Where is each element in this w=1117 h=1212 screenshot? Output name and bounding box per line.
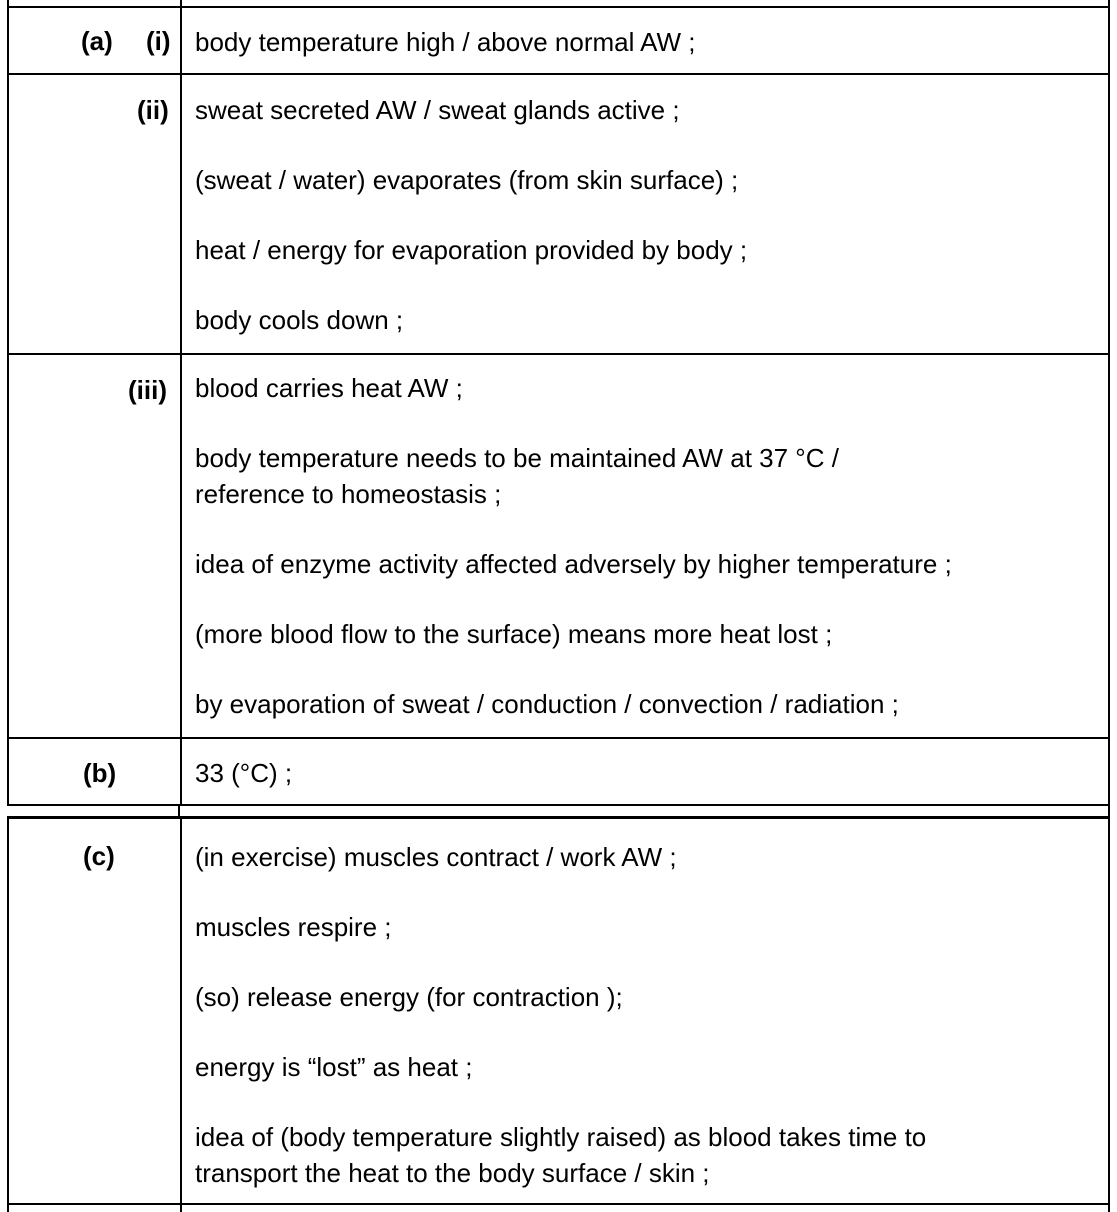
answer-list: [195, 24, 1098, 60]
table-gap-stub: [178, 806, 180, 816]
answer-list: [195, 92, 1098, 338]
table-row: [9, 75, 1108, 355]
answer-point: blood carries heat AW ;: [195, 373, 463, 403]
answer-point: muscles respire ;: [195, 912, 392, 942]
table-row: [9, 355, 1108, 739]
answer-point: sweat secreted AW / sweat glands active ;: [195, 95, 680, 125]
part-label: (b): [83, 758, 117, 788]
table-row: [9, 739, 1108, 806]
table-row: [9, 819, 1108, 1205]
answer-point: idea of (body temperature slightly raised) as blood takes time to transport the heat to the body surface / skin ;: [195, 1122, 927, 1188]
answer-list: [195, 839, 1098, 1191]
table-gap-stub: [1108, 806, 1110, 816]
part-label: (a): [81, 26, 113, 56]
answer-point: body temperature high / above normal AW ;: [195, 27, 696, 57]
answer-point: (sweat / water) evaporates (from skin surface) ;: [195, 165, 739, 195]
mark-scheme-table-lower: [7, 816, 1110, 1212]
answer-point: idea of enzyme activity affected adversely by higher temperature ;: [195, 549, 952, 579]
answer-point: body temperature needs to be maintained AW at 37 °C / reference to homeostasis ;: [195, 443, 839, 509]
subpart-label: (i): [146, 26, 171, 56]
answer-list: [195, 370, 1098, 722]
answer-point: heat / energy for evaporation provided by body ;: [195, 235, 748, 265]
answer-point: (so) release energy (for contraction );: [195, 982, 623, 1012]
answer-point: (more blood flow to the surface) means more heat lost ;: [195, 619, 833, 649]
table-row: [9, 8, 1108, 75]
subpart-label: (ii): [137, 95, 169, 125]
answer-point: (in exercise) muscles contract / work AW ;: [195, 842, 677, 872]
answer-point: body cools down ;: [195, 305, 404, 335]
answer-point: 33 (°C) ;: [195, 758, 293, 788]
answer-point: energy is “lost” as heat ;: [195, 1052, 473, 1082]
part-label: (c): [83, 841, 115, 871]
answer-list: [195, 755, 1098, 791]
subpart-label: (iii): [128, 375, 167, 405]
mark-scheme-table-upper: [7, 0, 1110, 806]
answer-point: by evaporation of sweat / conduction / convection / radiation ;: [195, 689, 899, 719]
